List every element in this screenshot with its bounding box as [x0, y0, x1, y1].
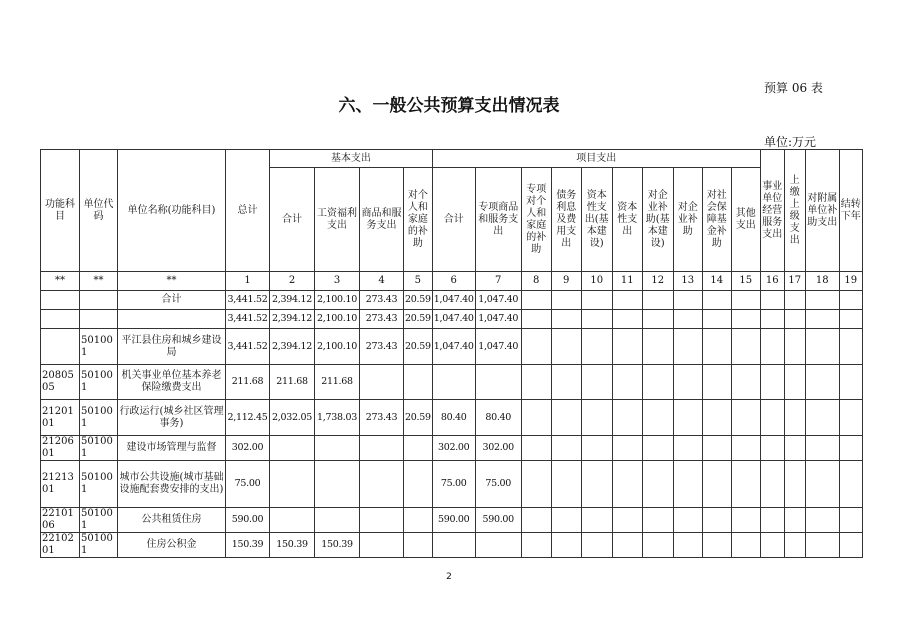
table-cell: [270, 508, 315, 533]
column-index-cell: **: [80, 272, 118, 291]
table-cell: 1,738.03: [315, 400, 360, 436]
table-cell: 590.00: [432, 508, 475, 533]
table-cell: 501001: [80, 365, 118, 400]
table-row: [41, 291, 863, 310]
table-cell: [673, 461, 702, 508]
table-cell: [551, 310, 581, 329]
table-cell: 城市公共设施(城市基础设施配套费安排的支出): [118, 461, 226, 508]
table-cell: [760, 291, 784, 310]
table-cell: 590.00: [226, 508, 270, 533]
table-cell: 75.00: [432, 461, 475, 508]
table-cell: 211.68: [226, 365, 270, 400]
table-cell: [521, 310, 551, 329]
table-cell: [805, 400, 839, 436]
table-cell: [805, 365, 839, 400]
table-cell: [521, 533, 551, 558]
column-index-cell: 13: [673, 272, 702, 291]
header-capital-infra: 资本性支出(基本建设): [581, 168, 612, 272]
header-affiliated: 对附属单位补助支出: [805, 150, 839, 272]
table-row: [41, 310, 863, 329]
table-cell: 501001: [80, 533, 118, 558]
header-special-personal: 专项对个人和家庭的补助: [521, 168, 551, 272]
table-cell: [805, 329, 839, 365]
table-cell: [581, 365, 612, 400]
column-index-row: [41, 272, 863, 291]
table-cell: [784, 310, 805, 329]
table-cell: 3,441.52: [226, 291, 270, 310]
table-cell: [673, 365, 702, 400]
table-cell: [475, 533, 521, 558]
column-index-cell: 18: [805, 272, 839, 291]
table-cell: 平江县住房和城乡建设局: [118, 329, 226, 365]
table-cell: 150.39: [226, 533, 270, 558]
table-cell: [270, 436, 315, 461]
table-cell: 150.39: [315, 533, 360, 558]
table-cell: [805, 508, 839, 533]
table-cell: [551, 400, 581, 436]
table-cell: [839, 533, 862, 558]
table-cell: [360, 461, 404, 508]
table-cell: [731, 400, 760, 436]
column-index-cell: **: [41, 272, 80, 291]
table-cell: 2210106: [41, 508, 80, 533]
table-cell: [702, 508, 731, 533]
table-cell: [360, 365, 404, 400]
table-cell: [432, 533, 475, 558]
table-cell: [581, 400, 612, 436]
table-cell: [551, 365, 581, 400]
table-cell: [731, 310, 760, 329]
table-cell: [521, 365, 551, 400]
table-cell: [581, 533, 612, 558]
table-row: [41, 533, 863, 558]
header-project-total: 合计: [432, 168, 475, 272]
header-total: 总计: [226, 150, 270, 272]
table-cell: 590.00: [475, 508, 521, 533]
table-cell: [805, 291, 839, 310]
table-cell: [784, 508, 805, 533]
header-remit-upper: 上缴上级支出: [784, 150, 805, 272]
data-rows: [41, 291, 863, 558]
table-cell: 2,394.12: [270, 329, 315, 365]
table-cell: [315, 436, 360, 461]
table-cell: 行政运行(城乡社区管理事务): [118, 400, 226, 436]
table-cell: 2,100.10: [315, 329, 360, 365]
table-cell: [642, 310, 673, 329]
table-cell: 合计: [118, 291, 226, 310]
table-cell: 1,047.40: [432, 329, 475, 365]
table-cell: [612, 310, 642, 329]
table-cell: [760, 508, 784, 533]
table-cell: [760, 400, 784, 436]
table-cell: [41, 329, 80, 365]
table-cell: [551, 508, 581, 533]
table-cell: [581, 291, 612, 310]
table-cell: 住房公积金: [118, 533, 226, 558]
table-cell: 20.59: [404, 400, 433, 436]
table-cell: [731, 533, 760, 558]
table-cell: [612, 436, 642, 461]
header-debt-interest: 债务利息及费用支出: [551, 168, 581, 272]
table-cell: [839, 400, 862, 436]
table-cell: [839, 291, 862, 310]
table-cell: [731, 291, 760, 310]
header-capital: 资本性支出: [612, 168, 642, 272]
budget-table: [40, 149, 863, 558]
form-number: 预算 06 表: [764, 81, 823, 95]
table-cell: [673, 310, 702, 329]
table-cell: [839, 329, 862, 365]
table-cell: [784, 291, 805, 310]
table-cell: 273.43: [360, 400, 404, 436]
column-index-cell: 14: [702, 272, 731, 291]
table-cell: [551, 329, 581, 365]
table-cell: [839, 310, 862, 329]
table-cell: [702, 461, 731, 508]
table-cell: 501001: [80, 461, 118, 508]
table-cell: 2210201: [41, 533, 80, 558]
table-cell: [80, 310, 118, 329]
table-cell: [805, 533, 839, 558]
table-cell: 501001: [80, 329, 118, 365]
table-cell: 211.68: [270, 365, 315, 400]
column-index-cell: 12: [642, 272, 673, 291]
table-cell: 80.40: [475, 400, 521, 436]
table-cell: [839, 365, 862, 400]
table-row: [41, 400, 863, 436]
table-cell: [784, 400, 805, 436]
column-index-cell: 10: [581, 272, 612, 291]
table-cell: [731, 436, 760, 461]
table-cell: [404, 461, 433, 508]
table-row: [41, 329, 863, 365]
column-index-cell: 19: [839, 272, 862, 291]
table-cell: [702, 291, 731, 310]
column-index-cell: 15: [731, 272, 760, 291]
column-index-cell: 8: [521, 272, 551, 291]
table-cell: 3,441.52: [226, 329, 270, 365]
table-cell: [702, 365, 731, 400]
table-cell: 2,394.12: [270, 291, 315, 310]
table-cell: [551, 291, 581, 310]
table-cell: 20.59: [404, 329, 433, 365]
table-row: [41, 436, 863, 461]
header-basic-group: 基本支出: [270, 150, 433, 168]
table-row: [41, 365, 863, 400]
table-cell: [404, 436, 433, 461]
header-enterprise-infra: 对企业补助(基本建设): [642, 168, 673, 272]
table-cell: [360, 436, 404, 461]
table-cell: [731, 329, 760, 365]
table-cell: [581, 436, 612, 461]
header-carry-forward: 结转下年: [839, 150, 862, 272]
table-cell: 80.40: [432, 400, 475, 436]
table-cell: [41, 291, 80, 310]
table-cell: [760, 533, 784, 558]
table-cell: [612, 365, 642, 400]
table-cell: 2,394.12: [270, 310, 315, 329]
table-cell: [404, 365, 433, 400]
table-cell: 501001: [80, 436, 118, 461]
table-cell: [551, 461, 581, 508]
unit-label: 单位:万元: [764, 135, 817, 149]
table-cell: 75.00: [475, 461, 521, 508]
table-cell: [760, 310, 784, 329]
table-cell: [642, 291, 673, 310]
table-cell: 2120601: [41, 436, 80, 461]
table-cell: 2,032.05: [270, 400, 315, 436]
index-row: [41, 272, 863, 291]
column-index-cell: 4: [360, 272, 404, 291]
table-cell: [731, 461, 760, 508]
table-cell: 2,100.10: [315, 291, 360, 310]
table-cell: [673, 400, 702, 436]
table-cell: 2,112.45: [226, 400, 270, 436]
table-cell: [612, 291, 642, 310]
table-cell: [360, 508, 404, 533]
table-cell: [642, 461, 673, 508]
table-cell: [805, 461, 839, 508]
table-cell: 20.59: [404, 310, 433, 329]
table-cell: [673, 291, 702, 310]
page-title: 六、一般公共预算支出情况表: [338, 96, 560, 116]
table-cell: [839, 461, 862, 508]
table-cell: [581, 329, 612, 365]
table-cell: 302.00: [475, 436, 521, 461]
column-index-cell: 5: [404, 272, 433, 291]
table-cell: [784, 329, 805, 365]
column-index-cell: 17: [784, 272, 805, 291]
table-cell: [731, 508, 760, 533]
table-cell: [702, 310, 731, 329]
table-cell: [805, 310, 839, 329]
header-personal: 对个人和家庭的补助: [404, 168, 433, 272]
table-cell: [702, 533, 731, 558]
column-index-cell: 11: [612, 272, 642, 291]
header-social-security: 对社会保障基金补助: [702, 168, 731, 272]
header-special-goods: 专项商品和服务支出: [475, 168, 521, 272]
table-row: [41, 508, 863, 533]
table-cell: 机关事业单位基本养老保险缴费支出: [118, 365, 226, 400]
table-cell: [521, 291, 551, 310]
table-cell: 1,047.40: [475, 291, 521, 310]
table-cell: [760, 436, 784, 461]
header-unit-name: 单位名称(功能科目): [118, 150, 226, 272]
table-cell: [521, 461, 551, 508]
table-cell: [702, 400, 731, 436]
table-cell: [760, 329, 784, 365]
header-basic-total: 合计: [270, 168, 315, 272]
table-cell: [41, 310, 80, 329]
table-cell: [80, 291, 118, 310]
table-cell: [612, 461, 642, 508]
table-cell: [612, 508, 642, 533]
table-cell: [702, 329, 731, 365]
column-index-cell: 9: [551, 272, 581, 291]
header-goods: 商品和服务支出: [360, 168, 404, 272]
table-cell: 2080505: [41, 365, 80, 400]
table-cell: 501001: [80, 508, 118, 533]
table-cell: 150.39: [270, 533, 315, 558]
table-cell: [642, 533, 673, 558]
table-cell: 2120101: [41, 400, 80, 436]
table-cell: 建设市场管理与监督: [118, 436, 226, 461]
table-cell: [270, 461, 315, 508]
table-cell: 501001: [80, 400, 118, 436]
table-cell: [521, 400, 551, 436]
column-index-cell: 16: [760, 272, 784, 291]
table-cell: [673, 329, 702, 365]
header-unit-code: 单位代码: [80, 150, 118, 272]
header-wages: 工资福利支出: [315, 168, 360, 272]
header-public-institution: 事业单位经营服务支出: [760, 150, 784, 272]
table-cell: [784, 436, 805, 461]
table-cell: 20.59: [404, 291, 433, 310]
header-other: 其他支出: [731, 168, 760, 272]
header-func-code: 功能科目: [41, 150, 80, 272]
table-cell: 302.00: [226, 436, 270, 461]
table-cell: [404, 533, 433, 558]
table-cell: [315, 461, 360, 508]
table-cell: [673, 436, 702, 461]
table-cell: 1,047.40: [432, 310, 475, 329]
table-cell: 公共租赁住房: [118, 508, 226, 533]
table-cell: [581, 310, 612, 329]
table-cell: 273.43: [360, 291, 404, 310]
table-cell: [612, 533, 642, 558]
table-cell: [404, 508, 433, 533]
table-cell: 1,047.40: [475, 310, 521, 329]
table-cell: [839, 508, 862, 533]
table-cell: [760, 461, 784, 508]
header-project-group: 项目支出: [432, 150, 760, 168]
table-cell: 302.00: [432, 436, 475, 461]
table-cell: [521, 436, 551, 461]
page-number: 2: [446, 572, 452, 582]
table-cell: 1,047.40: [432, 291, 475, 310]
table-cell: [118, 310, 226, 329]
table-cell: [642, 365, 673, 400]
table-cell: [702, 436, 731, 461]
table-cell: [581, 508, 612, 533]
table-cell: [315, 508, 360, 533]
table-cell: [784, 533, 805, 558]
table-cell: 3,441.52: [226, 310, 270, 329]
table-cell: [551, 436, 581, 461]
table-cell: [642, 508, 673, 533]
table-cell: [432, 365, 475, 400]
table-cell: [581, 461, 612, 508]
table-cell: [805, 436, 839, 461]
table-cell: 75.00: [226, 461, 270, 508]
column-index-cell: **: [118, 272, 226, 291]
table-cell: [521, 508, 551, 533]
table-cell: 273.43: [360, 310, 404, 329]
table-cell: [642, 329, 673, 365]
table-cell: [760, 365, 784, 400]
column-index-cell: 3: [315, 272, 360, 291]
table-cell: 211.68: [315, 365, 360, 400]
column-index-cell: 1: [226, 272, 270, 291]
table-cell: [612, 400, 642, 436]
table-cell: [731, 365, 760, 400]
header-enterprise: 对企业补助: [673, 168, 702, 272]
table-cell: 1,047.40: [475, 329, 521, 365]
column-index-cell: 2: [270, 272, 315, 291]
table-cell: [360, 533, 404, 558]
column-index-cell: 7: [475, 272, 521, 291]
table-cell: 2121301: [41, 461, 80, 508]
table-cell: [784, 461, 805, 508]
table-cell: [673, 533, 702, 558]
table-cell: [475, 365, 521, 400]
table-cell: 2,100.10: [315, 310, 360, 329]
table-cell: [612, 329, 642, 365]
table-cell: [642, 400, 673, 436]
table-row: [41, 461, 863, 508]
table-cell: [784, 365, 805, 400]
column-index-cell: 6: [432, 272, 475, 291]
table-cell: [839, 436, 862, 461]
table-cell: [642, 436, 673, 461]
table-cell: [551, 533, 581, 558]
table-cell: 273.43: [360, 329, 404, 365]
table-cell: [521, 329, 551, 365]
table-cell: [673, 508, 702, 533]
